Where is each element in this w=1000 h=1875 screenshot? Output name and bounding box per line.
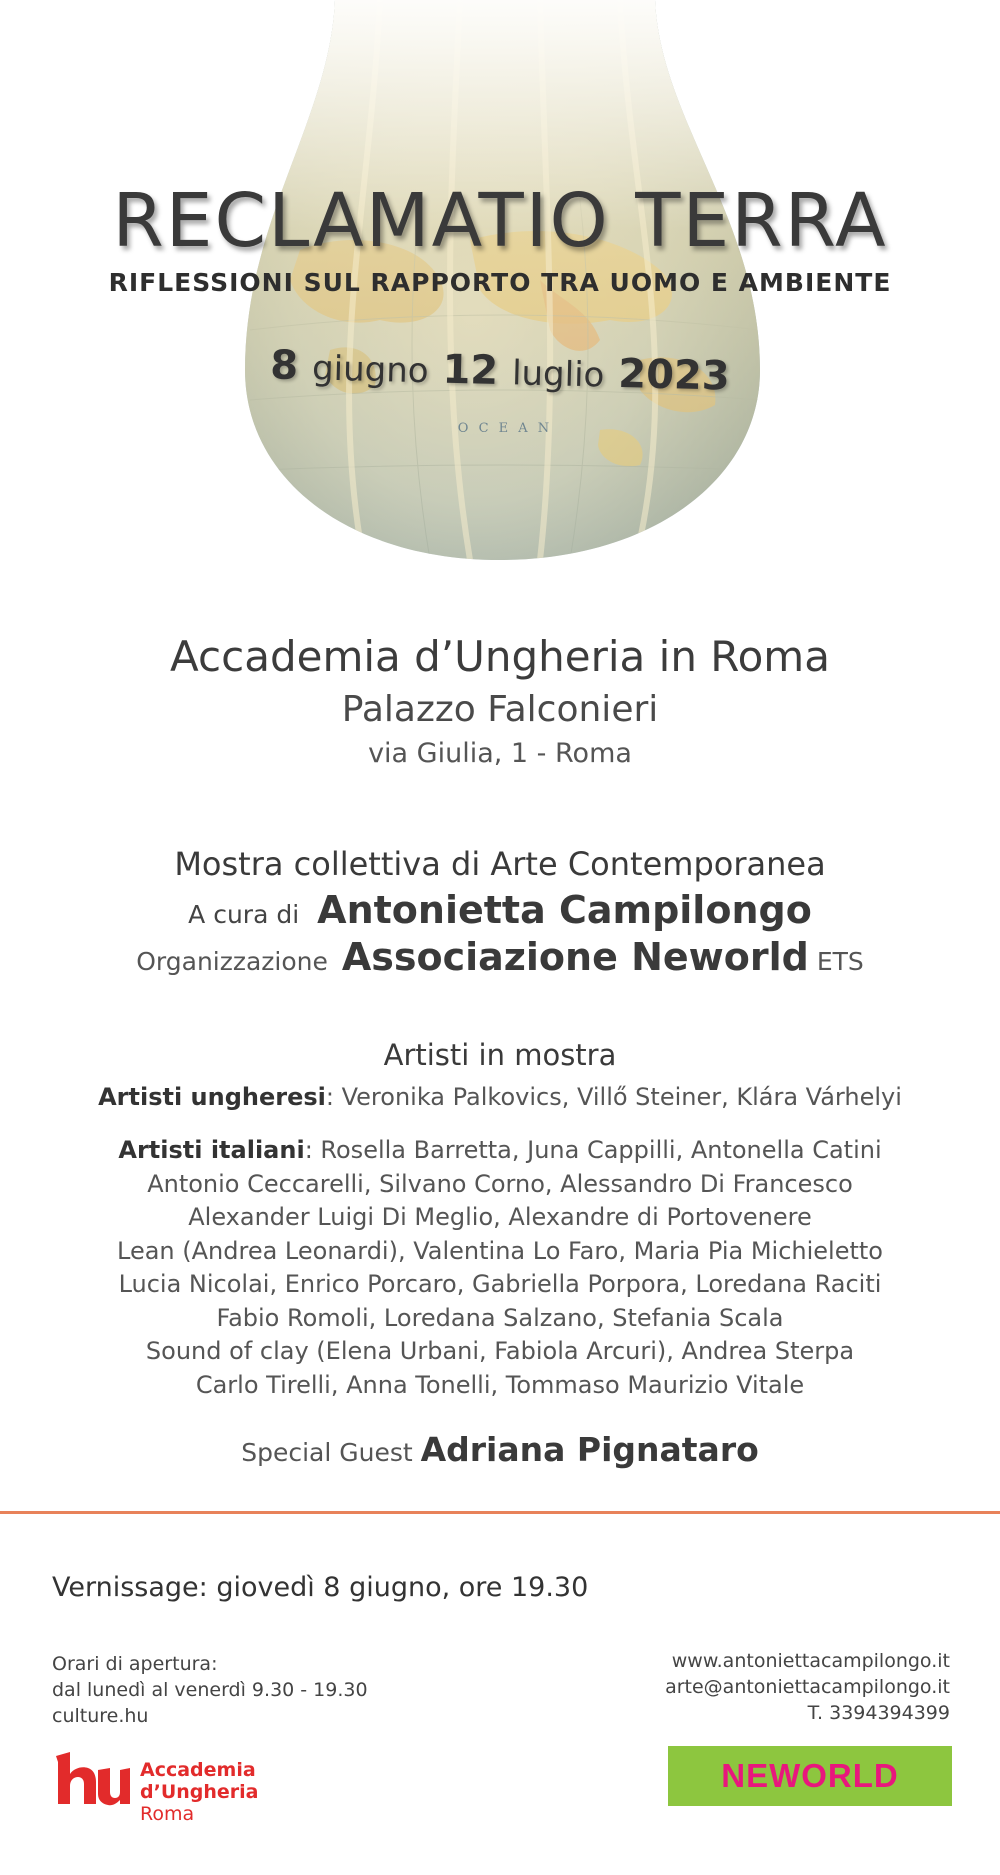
artists-heading: Artisti in mostra (383, 1038, 617, 1072)
italian-artists (0, 1134, 1000, 1402)
academy-hu-mark-icon (52, 1752, 132, 1808)
opening-hours-text: dal lunedì al venerdì 9.30 - 19.30 (52, 1679, 368, 1701)
italian-artists-line: Carlo Tirelli, Anna Tonelli, Tommaso Maurizio Vitale (195, 1370, 805, 1399)
curator-label: A cura di (188, 900, 300, 929)
date-start-day: 8 (269, 342, 299, 390)
email-link[interactable]: arte@antoniettacampilongo.it (665, 1676, 950, 1698)
section-divider (0, 1511, 1000, 1514)
exhibition-subtitle: RIFLESSIONI SUL RAPPORTO TRA UOMO E AMBIENTE (108, 268, 892, 297)
academy-logo-city: Roma (140, 1803, 195, 1825)
hungarian-artists (0, 1083, 1000, 1111)
globe-in-bag-illustration (0, 0, 1000, 600)
opening-hours (52, 1651, 368, 1729)
date-year: 2023 (617, 350, 731, 400)
italian-artists-line: Sound of clay (Elena Urbani, Fabiola Arcuri), Andrea Sterpa (145, 1337, 855, 1365)
hero-banner (0, 0, 1000, 600)
italian-artists-line: Alexander Luigi Di Meglio, Alexandre di Portovenere (188, 1203, 812, 1231)
hungarian-artists-label: Artisti ungheresi (98, 1083, 326, 1111)
date-end-month: luglio (511, 353, 605, 396)
special-guest-label: Special Guest (241, 1438, 413, 1467)
special-guest-name: Adriana Pignataro (420, 1430, 759, 1469)
italian-artists-line: Lean (Andrea Leonardi), Valentina Lo Faro, Maria Pia Michieletto (117, 1236, 883, 1265)
organization-label: Organizzazione (136, 947, 328, 976)
neworld-wordmark: NEWORLD (721, 1757, 899, 1794)
italian-artists-label: Artisti italiani (118, 1136, 305, 1164)
curator-name: Antonietta Campilongo (317, 888, 812, 932)
date-end-day: 12 (441, 346, 499, 394)
italian-artists-line: Lucia Nicolai, Enrico Porcaro, Gabriella Porpora, Loredana Raciti (118, 1270, 882, 1298)
academy-logo-name: Accademia d’Ungheria (140, 1759, 259, 1803)
exhibition-type: Mostra collettiva di Arte Contemporanea (174, 845, 826, 883)
globe-ocean-label: O C E A N (457, 421, 553, 436)
contacts (665, 1648, 950, 1726)
neworld-logo (668, 1746, 952, 1806)
vernissage-info: Vernissage: giovedì 8 giugno, ore 19.30 (52, 1572, 589, 1603)
hungarian-artists-list: : Veronika Palkovics, Villő Steiner, Klára Várhelyi (325, 1083, 902, 1111)
exhibition-title: RECLAMATIO TERRA (112, 178, 888, 264)
website-link[interactable]: www.antoniettacampilongo.it (671, 1650, 950, 1672)
date-start-month: giugno (311, 348, 430, 392)
organization-suffix: ETS (816, 947, 864, 976)
phone-number: T. 3394394399 (807, 1702, 950, 1724)
italian-artists-line: Artisti italiani: Rosella Barretta, Juna Cappilli, Antonella Catini (118, 1136, 882, 1164)
venue-palace: Palazzo Falconieri (341, 689, 659, 730)
italian-artists-line: Antonio Ceccarelli, Silvano Corno, Alessandro Di Francesco (147, 1169, 853, 1198)
organization-line (0, 935, 1000, 979)
academy-logo (52, 1752, 362, 1825)
venue-address: via Giulia, 1 - Roma (368, 738, 632, 769)
italian-artists-line: Fabio Romoli, Loredana Salzano, Stefania Scala (216, 1303, 784, 1332)
culture-site-link[interactable]: culture.hu (52, 1705, 149, 1727)
opening-hours-title: Orari di apertura: (52, 1653, 218, 1675)
curator-line (0, 888, 1000, 932)
special-guest-line (0, 1430, 1000, 1469)
organization-name: Associazione Neworld (341, 935, 809, 979)
academy-logo-text (140, 1759, 362, 1825)
venue-name: Accademia d’Ungheria in Roma (170, 632, 830, 681)
